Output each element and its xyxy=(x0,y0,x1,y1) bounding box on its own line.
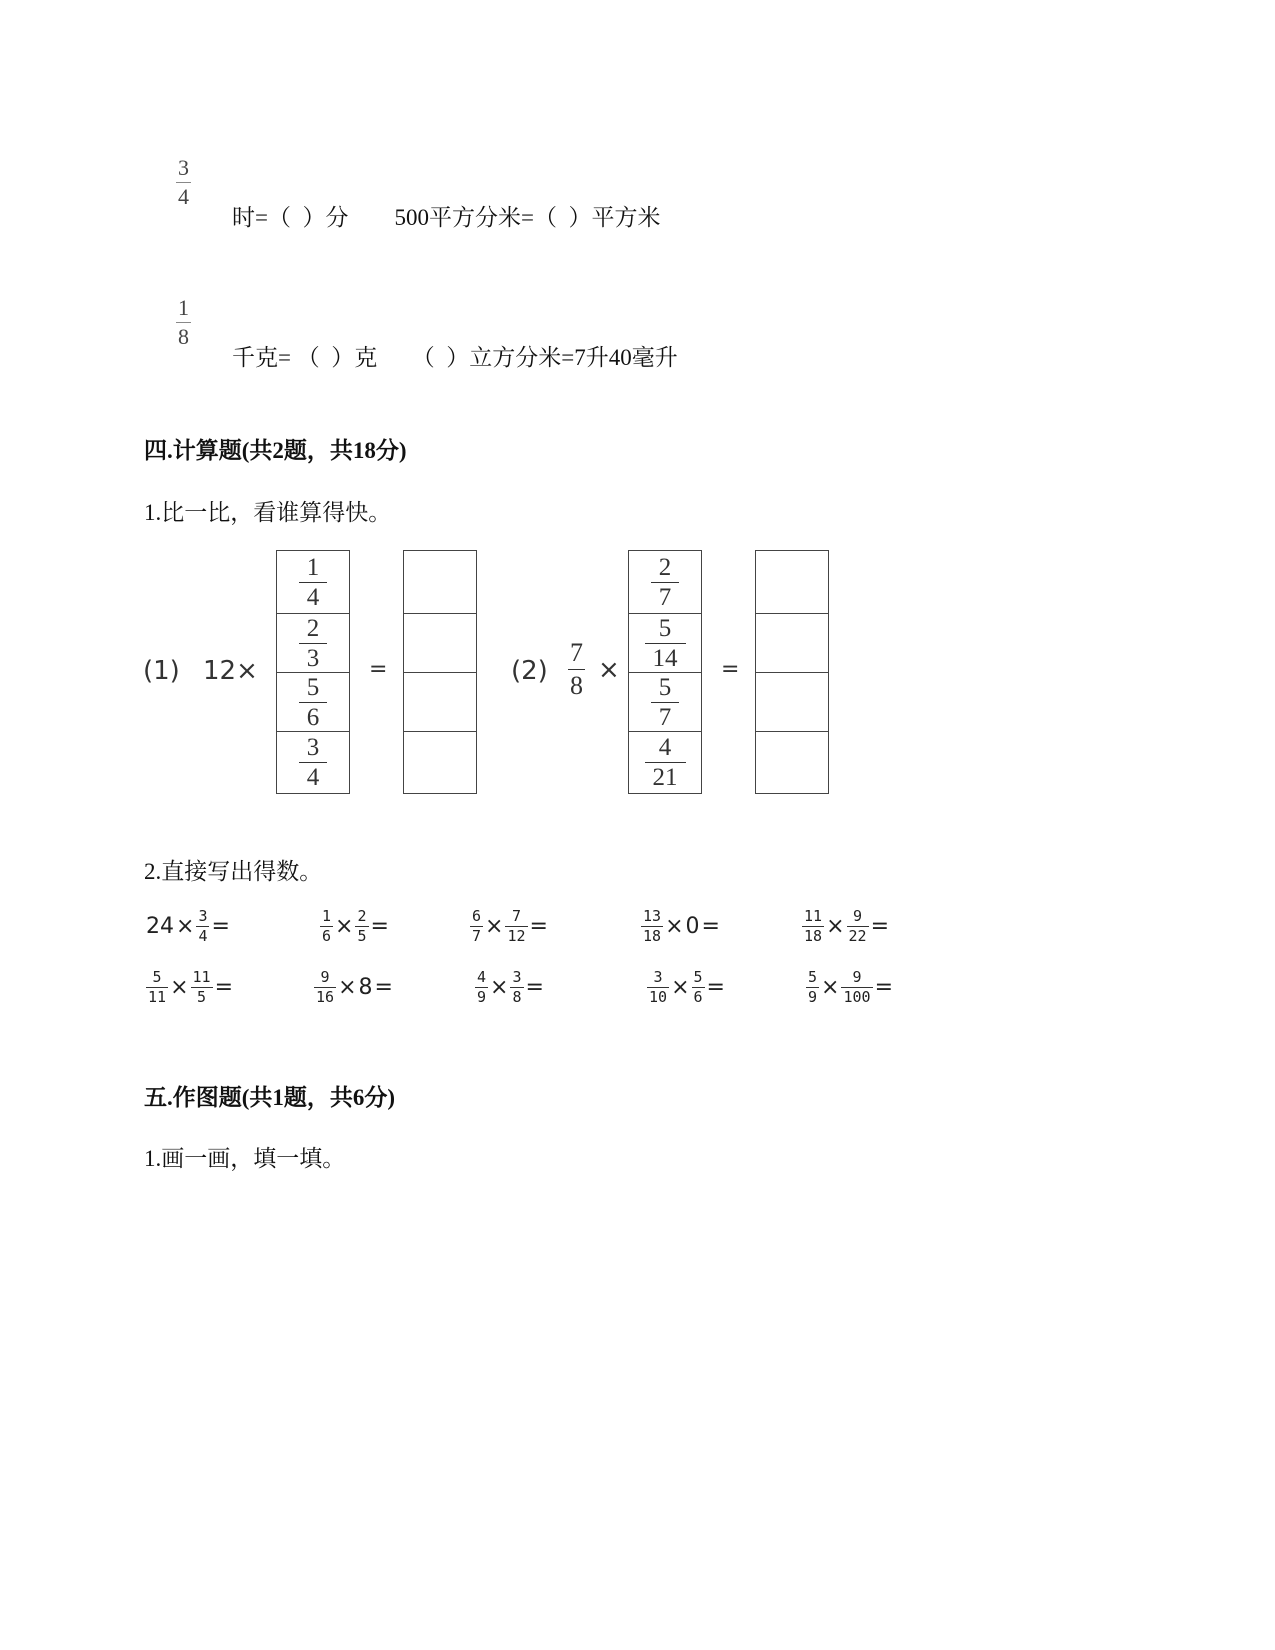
direct-calc-item: $\frac{9}{16}$ × 8 = xyxy=(316,968,393,1006)
fraction: $\frac{9}{100}$ xyxy=(843,968,871,1006)
section-4-question-2: 2.直接写出得数。 xyxy=(144,859,323,884)
part-2-multiplier-fraction: 7 8 xyxy=(570,638,583,700)
conversion-1-text: 时=（ ）分 500平方分米=（ ）平方米 xyxy=(232,205,661,230)
fraction: $\frac{9}{22}$ xyxy=(848,907,867,945)
part-1-multiplier: 12× xyxy=(203,656,258,686)
part-2-fraction-cell xyxy=(628,672,702,732)
part-1-answer-box[interactable] xyxy=(403,550,477,614)
part-2-fraction-cell xyxy=(628,613,702,673)
direct-calc-item: $\frac{5}{9}$ × $\frac{9}{100}$ = xyxy=(808,968,893,1006)
fraction: $\frac{6}{7}$ xyxy=(472,907,482,945)
part-1-answer-box[interactable] xyxy=(403,672,477,732)
fraction: $\frac{5}{7}$ xyxy=(657,675,674,730)
fraction: $\frac{5}{9}$ xyxy=(808,968,818,1006)
fraction: $\frac{5}{11}$ xyxy=(148,968,167,1006)
fraction: $\frac{2}{5}$ xyxy=(357,907,367,945)
fraction: $\frac{5}{6}$ xyxy=(305,675,322,730)
fraction: $\frac{5}{6}$ xyxy=(693,968,703,1006)
conversion-1-fraction: 3 4 xyxy=(178,155,189,209)
fraction: $\frac{13}{18}$ xyxy=(643,907,662,945)
part-1-fraction-cell xyxy=(276,672,350,732)
part-2-equals: = xyxy=(721,657,740,682)
direct-calc-item: 24 × $\frac{3}{4}$ = xyxy=(146,907,230,945)
part-2-times: × xyxy=(598,655,620,685)
direct-calc-item: $\frac{5}{11}$ × $\frac{11}{5}$ = xyxy=(148,968,233,1006)
fraction: $\frac{11}{18}$ xyxy=(804,907,823,945)
part-2-fraction-cell xyxy=(628,731,702,794)
direct-calc-item: $\frac{11}{18}$ × $\frac{9}{22}$ = xyxy=(804,907,889,945)
part-1-label: (1) xyxy=(143,656,180,686)
part-2-label: (2) xyxy=(511,656,548,686)
direct-calc-item: $\frac{1}{6}$ × $\frac{2}{5}$ = xyxy=(322,907,389,945)
fraction: $\frac{7}{12}$ xyxy=(507,907,526,945)
fraction: $\frac{3}{10}$ xyxy=(649,968,668,1006)
conversion-2-fraction: 1 8 xyxy=(178,295,189,349)
part-2-fraction-cell xyxy=(628,550,702,614)
fraction: $\frac{4}{9}$ xyxy=(477,968,487,1006)
part-1-fraction-cell xyxy=(276,731,350,794)
fraction: $\frac{1}{4}$ xyxy=(305,555,322,610)
direct-calc-item: $\frac{4}{9}$ × $\frac{3}{8}$ = xyxy=(477,968,544,1006)
direct-calc-item: $\frac{13}{18}$ × 0 = xyxy=(643,907,720,945)
fraction: $\frac{3}{4}$ xyxy=(198,907,208,945)
part-1-answer-box[interactable] xyxy=(403,613,477,673)
conversion-2-text: 千克= （ ）克 （ ）立方分米=7升40毫升 xyxy=(232,345,678,370)
part-1-fraction-cell xyxy=(276,613,350,673)
fraction: $\frac{4}{21}$ xyxy=(651,735,680,790)
part-2-answer-box[interactable] xyxy=(755,613,829,673)
direct-calc-item: $\frac{3}{10}$ × $\frac{5}{6}$ = xyxy=(649,968,725,1006)
part-1-fraction-cell xyxy=(276,550,350,614)
part-2-answer-box[interactable] xyxy=(755,731,829,794)
direct-calc-item: $\frac{6}{7}$ × $\frac{7}{12}$ = xyxy=(472,907,548,945)
section-5-question-1: 1.画一画，填一填。 xyxy=(144,1146,346,1171)
fraction: $\frac{1}{6}$ xyxy=(322,907,332,945)
part-2-answer-box[interactable] xyxy=(755,672,829,732)
fraction: $\frac{11}{5}$ xyxy=(192,968,211,1006)
section-4-title: 四.计算题(共2题，共18分) xyxy=(144,438,407,463)
part-1-equals: = xyxy=(369,657,388,682)
fraction: $\frac{5}{14}$ xyxy=(651,616,680,671)
fraction: $\frac{2}{3}$ xyxy=(305,616,322,671)
fraction: $\frac{3}{8}$ xyxy=(512,968,522,1006)
part-2-answer-box[interactable] xyxy=(755,550,829,614)
fraction: $\frac{2}{7}$ xyxy=(657,555,674,610)
fraction: $\frac{9}{16}$ xyxy=(316,968,335,1006)
fraction: $\frac{3}{4}$ xyxy=(305,735,322,790)
section-5-title: 五.作图题(共1题，共6分) xyxy=(144,1085,396,1110)
part-1-answer-box[interactable] xyxy=(403,731,477,794)
section-4-question-1: 1.比一比，看谁算得快。 xyxy=(144,500,392,525)
